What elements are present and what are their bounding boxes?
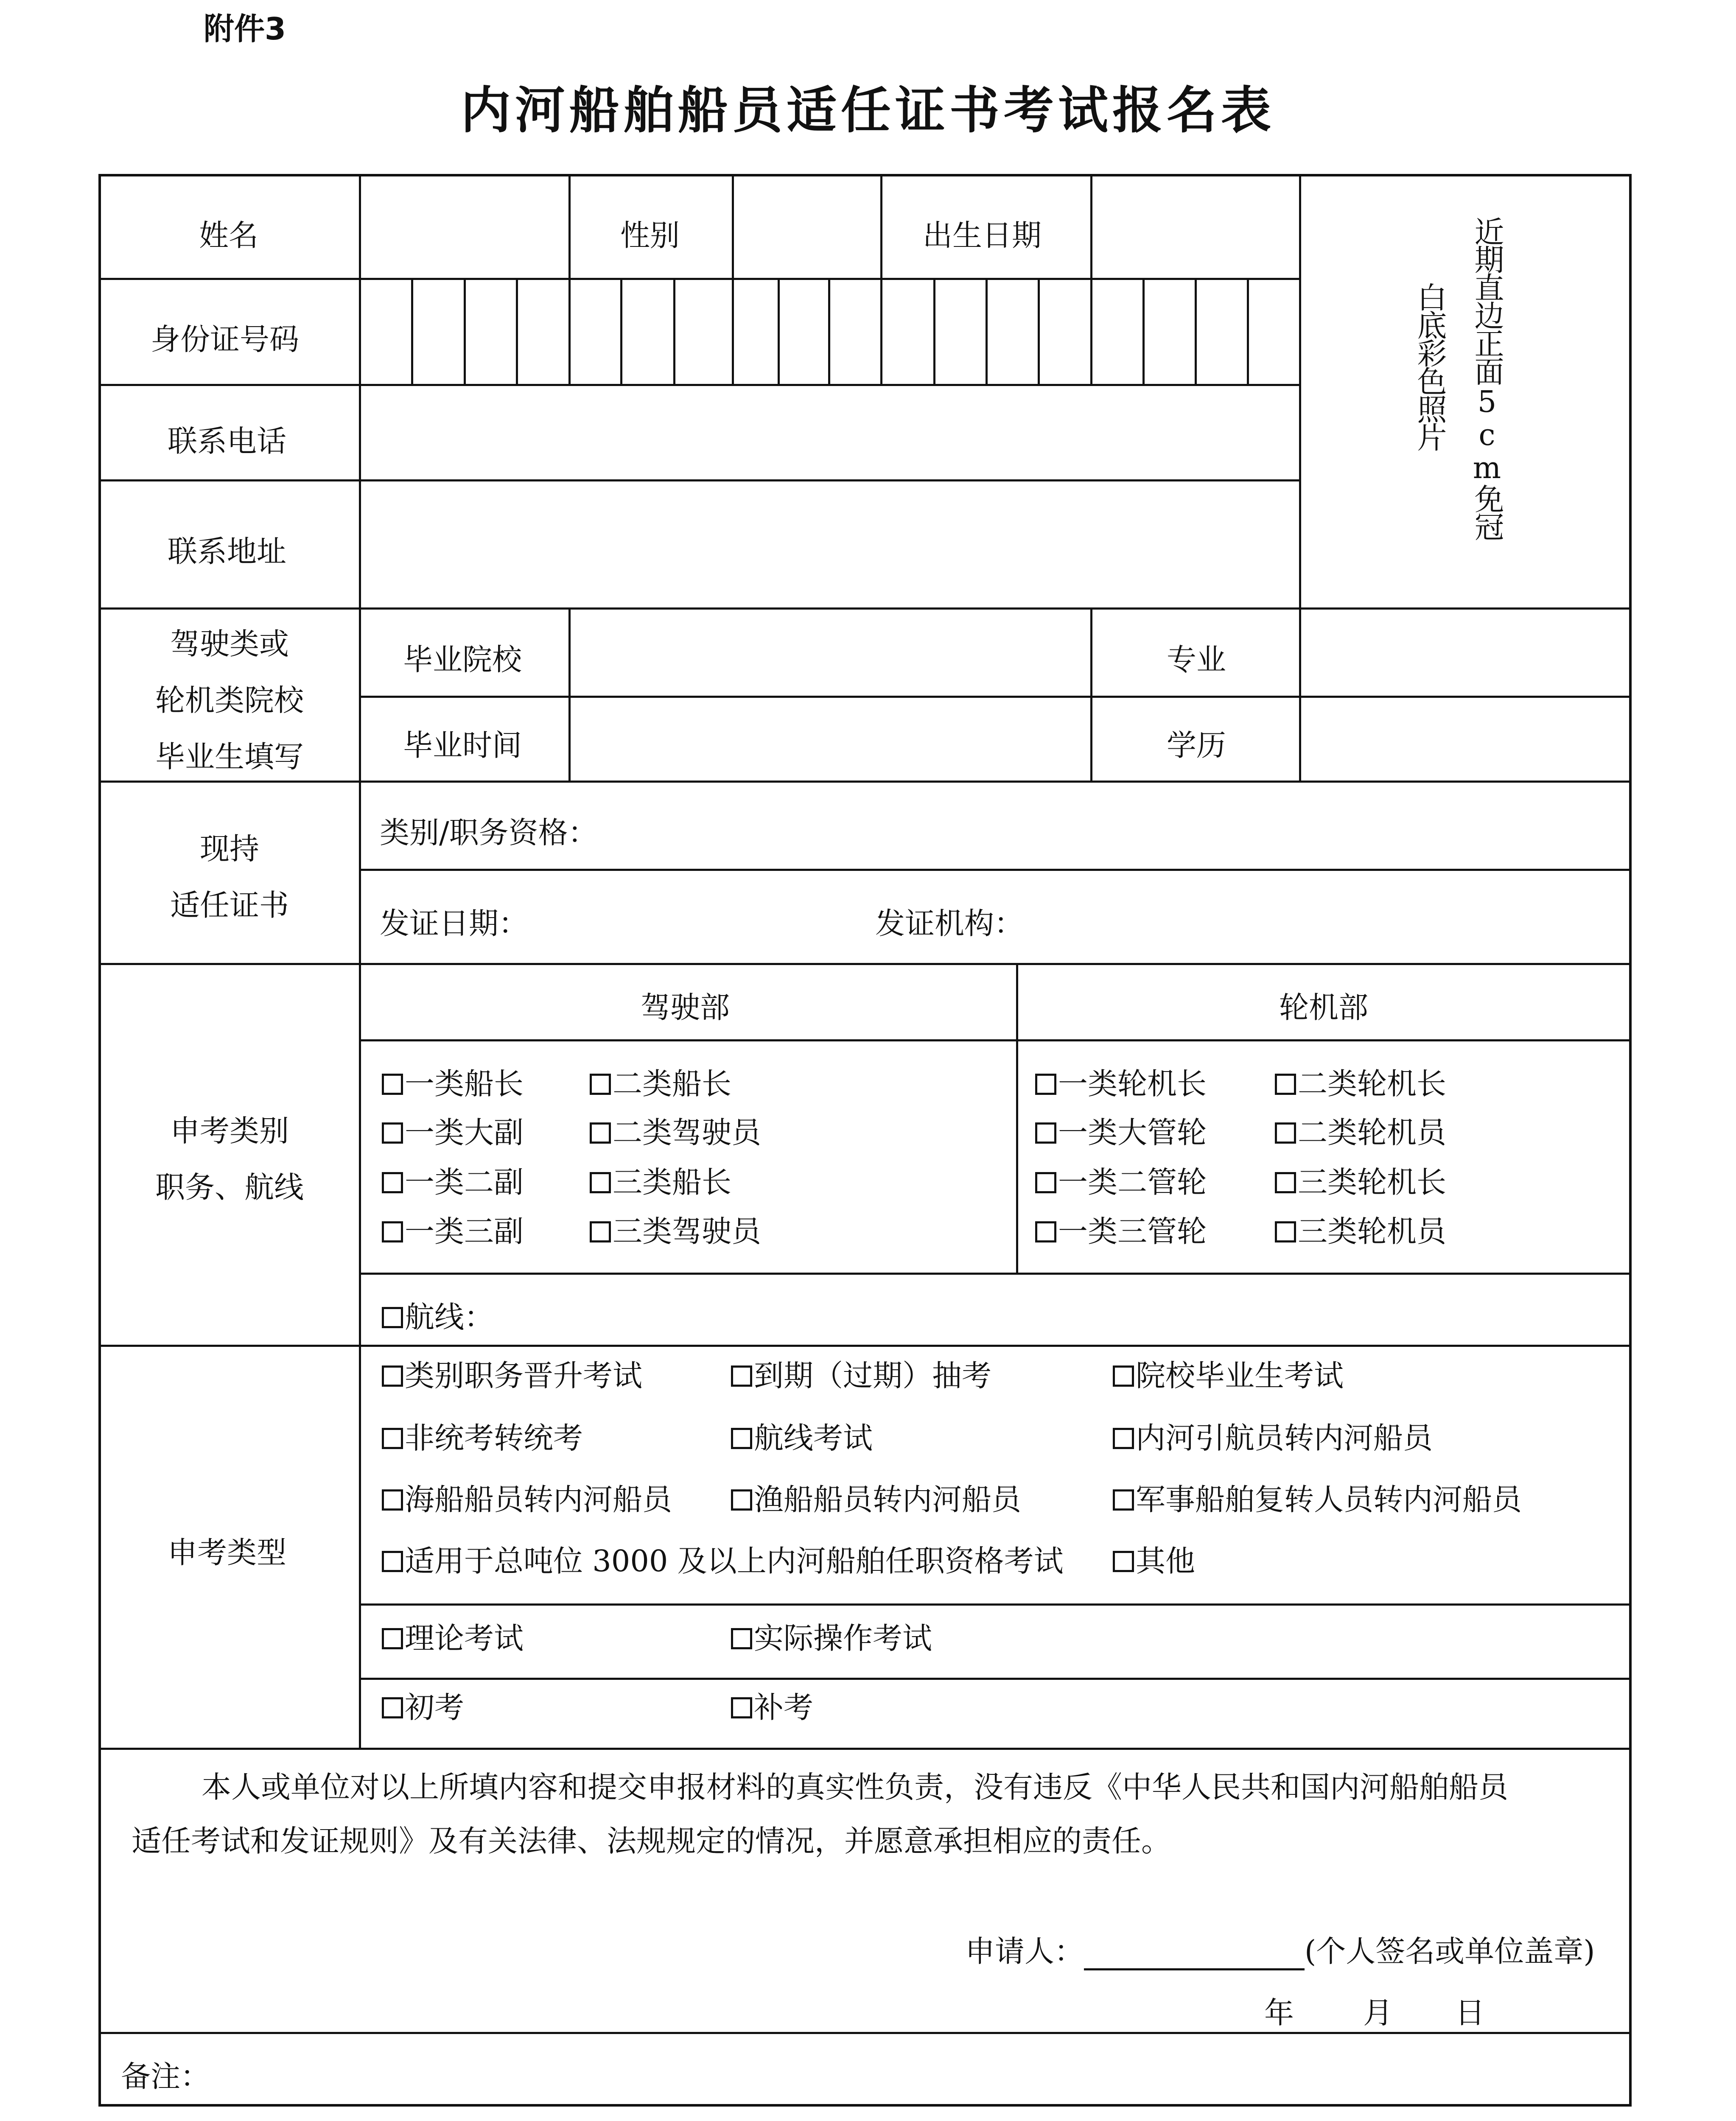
column-divider: [1016, 963, 1018, 1273]
certificate-section-label: 现持 适任证书: [170, 831, 289, 923]
row-divider: [98, 1345, 1632, 1347]
issue-date-label: 发证日期：: [380, 906, 528, 941]
apply-type-option[interactable]: 类别职务晋升考试: [382, 1361, 642, 1391]
signature-line[interactable]: [1084, 1968, 1305, 1970]
photo-spec-text: 近期直边正面5cm免冠: [1470, 216, 1504, 540]
apply-type-option[interactable]: 内河引航员转内河船员: [1113, 1423, 1433, 1453]
graduate-section-label: 驾驶类或 轮机类院校 毕业生填写: [155, 627, 304, 774]
signature-note: (个人签名或单位盖章): [1305, 1934, 1595, 1969]
checkbox[interactable]: [590, 1221, 611, 1242]
row-divider: [98, 479, 1299, 481]
gender-label: 性别: [620, 218, 680, 253]
position-option[interactable]: 二类轮机员: [1275, 1118, 1446, 1147]
position-option[interactable]: 一类二副: [382, 1167, 524, 1197]
row-divider: [359, 1678, 1632, 1680]
checkbox[interactable]: [382, 1074, 403, 1095]
date-day-label: 日: [1455, 1995, 1485, 2030]
engine-department-header: 轮机部: [1279, 990, 1368, 1025]
school-label: 毕业院校: [403, 642, 522, 677]
row-divider: [359, 1603, 1632, 1606]
id-digit-divider: [620, 278, 622, 384]
row-divider: [98, 2032, 1632, 2034]
row-divider: [98, 607, 1632, 610]
certificate-category-label: 类别/职务资格：: [380, 815, 598, 850]
checkbox[interactable]: [1113, 1551, 1134, 1572]
row-divider: [98, 384, 1299, 386]
id-digit-divider: [778, 278, 780, 384]
apply-type-option[interactable]: 其他: [1113, 1546, 1195, 1576]
checkbox[interactable]: [590, 1172, 611, 1193]
checkbox[interactable]: [590, 1122, 611, 1144]
position-option[interactable]: 一类三管轮: [1035, 1217, 1207, 1246]
photo-spec-text: 白底彩色照片: [1412, 282, 1447, 450]
major-label: 专业: [1167, 642, 1226, 677]
checkbox[interactable]: [382, 1628, 403, 1649]
id-digit-divider: [1247, 278, 1249, 384]
column-divider: [732, 174, 734, 278]
position-option[interactable]: 三类驾驶员: [590, 1217, 761, 1246]
date-year-label: 年: [1264, 1995, 1294, 2030]
phone-label: 联系电话: [168, 424, 286, 459]
deck-department-header: 驾驶部: [641, 990, 730, 1025]
grad-time-label: 毕业时间: [403, 728, 522, 763]
id-digit-divider: [411, 278, 413, 384]
exam-kind-option[interactable]: 理论考试: [382, 1623, 524, 1653]
checkbox[interactable]: [731, 1489, 752, 1511]
checkbox[interactable]: [1113, 1365, 1134, 1387]
position-option[interactable]: 一类大管轮: [1035, 1118, 1207, 1147]
checkbox[interactable]: [1035, 1172, 1056, 1193]
id-digit-divider: [732, 278, 734, 384]
id-digit-divider: [933, 278, 935, 384]
id-number-label: 身份证号码: [151, 322, 299, 357]
row-divider: [359, 1273, 1632, 1275]
apply-type-option[interactable]: 适用于总吨位 3000 及以上内河船舶任职资格考试: [382, 1546, 1064, 1576]
row-divider: [98, 278, 1299, 280]
apply-type-option[interactable]: 渔船船员转内河船员: [731, 1485, 1021, 1514]
apply-type-option[interactable]: 非统考转统考: [382, 1423, 583, 1453]
checkbox[interactable]: [1035, 1074, 1056, 1095]
column-divider: [359, 174, 361, 1748]
id-digit-divider: [986, 278, 988, 384]
checkbox[interactable]: [1275, 1122, 1296, 1144]
checkbox[interactable]: [382, 1307, 403, 1328]
position-option[interactable]: 一类二管轮: [1035, 1167, 1207, 1197]
row-divider: [359, 696, 1632, 698]
applicant-label: 申请人：: [965, 1934, 1084, 1969]
column-divider: [1299, 174, 1301, 781]
row-divider: [359, 869, 1632, 871]
remarks-label: 备注：: [121, 2059, 210, 2094]
apply-type-option[interactable]: 海船船员转内河船员: [382, 1485, 672, 1514]
declaration-text: 本人或单位对以上所填内容和提交申报材料的真实性负责，没有违反《中华人民共和国内河船舶船员: [202, 1770, 1508, 1805]
apply-type-option[interactable]: 航线考试: [731, 1423, 873, 1453]
row-divider: [359, 1039, 1632, 1041]
checkbox[interactable]: [382, 1551, 403, 1572]
name-label: 姓名: [199, 218, 258, 253]
exam-round-option[interactable]: 补考: [731, 1693, 813, 1722]
checkbox[interactable]: [1275, 1074, 1296, 1095]
form-title: 内河船舶船员适任证书考试报名表: [460, 81, 1275, 140]
apply-type-option[interactable]: 到期（过期）抽考: [731, 1361, 991, 1391]
position-option[interactable]: 一类轮机长: [1035, 1069, 1207, 1099]
checkbox[interactable]: [1113, 1489, 1134, 1511]
checkbox[interactable]: [382, 1122, 403, 1144]
attachment-label: 附件3: [204, 11, 286, 47]
checkbox[interactable]: [1035, 1122, 1056, 1144]
date-month-label: 月: [1363, 1995, 1393, 2030]
checkbox[interactable]: [382, 1221, 403, 1242]
checkbox[interactable]: [1113, 1428, 1134, 1449]
column-divider: [880, 174, 882, 384]
apply-type-option[interactable]: 军事船舶复转人员转内河船员: [1113, 1485, 1522, 1514]
position-option[interactable]: 三类轮机员: [1275, 1217, 1446, 1246]
position-section-label: 申考类别 职务、航线: [155, 1114, 304, 1205]
exam-round-option[interactable]: 初考: [382, 1693, 464, 1722]
apply-type-option[interactable]: 院校毕业生考试: [1113, 1361, 1344, 1391]
id-digit-divider: [516, 278, 518, 384]
checkbox[interactable]: [1275, 1172, 1296, 1193]
address-label: 联系地址: [168, 534, 286, 569]
id-digit-divider: [1195, 278, 1197, 384]
checkbox[interactable]: [731, 1697, 752, 1718]
route-option[interactable]: 航线：: [382, 1302, 494, 1332]
checkbox[interactable]: [731, 1628, 752, 1649]
column-divider: [1090, 174, 1092, 384]
degree-label: 学历: [1167, 728, 1226, 763]
position-option[interactable]: 一类三副: [382, 1217, 524, 1246]
exam-kind-option[interactable]: 实际操作考试: [731, 1623, 932, 1653]
row-divider: [98, 1748, 1632, 1750]
position-option[interactable]: 一类船长: [382, 1069, 524, 1099]
position-option[interactable]: 二类轮机长: [1275, 1069, 1446, 1099]
apply-type-label: 申考类型: [168, 1535, 286, 1570]
position-option[interactable]: 三类船长: [590, 1167, 731, 1197]
checkbox[interactable]: [382, 1365, 403, 1387]
checkbox[interactable]: [382, 1489, 403, 1511]
position-option[interactable]: 三类轮机长: [1275, 1167, 1446, 1197]
id-digit-divider: [1038, 278, 1040, 384]
checkbox[interactable]: [382, 1697, 403, 1718]
checkbox[interactable]: [731, 1365, 752, 1387]
checkbox[interactable]: [590, 1074, 611, 1095]
id-digit-divider: [673, 278, 675, 384]
checkbox[interactable]: [1035, 1221, 1056, 1242]
checkbox[interactable]: [382, 1172, 403, 1193]
position-option[interactable]: 二类驾驶员: [590, 1118, 761, 1147]
dob-label: 出生日期: [923, 218, 1042, 253]
column-divider: [568, 174, 571, 384]
checkbox[interactable]: [1275, 1221, 1296, 1242]
row-divider: [98, 963, 1632, 965]
issue-org-label: 发证机构：: [875, 906, 1024, 941]
position-option[interactable]: 一类大副: [382, 1118, 524, 1147]
position-option[interactable]: 二类船长: [590, 1069, 731, 1099]
id-digit-divider: [464, 278, 466, 384]
checkbox[interactable]: [382, 1428, 403, 1449]
id-digit-divider: [828, 278, 830, 384]
column-divider: [1090, 607, 1092, 781]
id-digit-divider: [1142, 278, 1145, 384]
declaration-text: 适任考试和发证规则》及有关法律、法规规定的情况，并愿意承担相应的责任。: [132, 1824, 1171, 1858]
checkbox[interactable]: [731, 1428, 752, 1449]
column-divider: [568, 607, 571, 781]
